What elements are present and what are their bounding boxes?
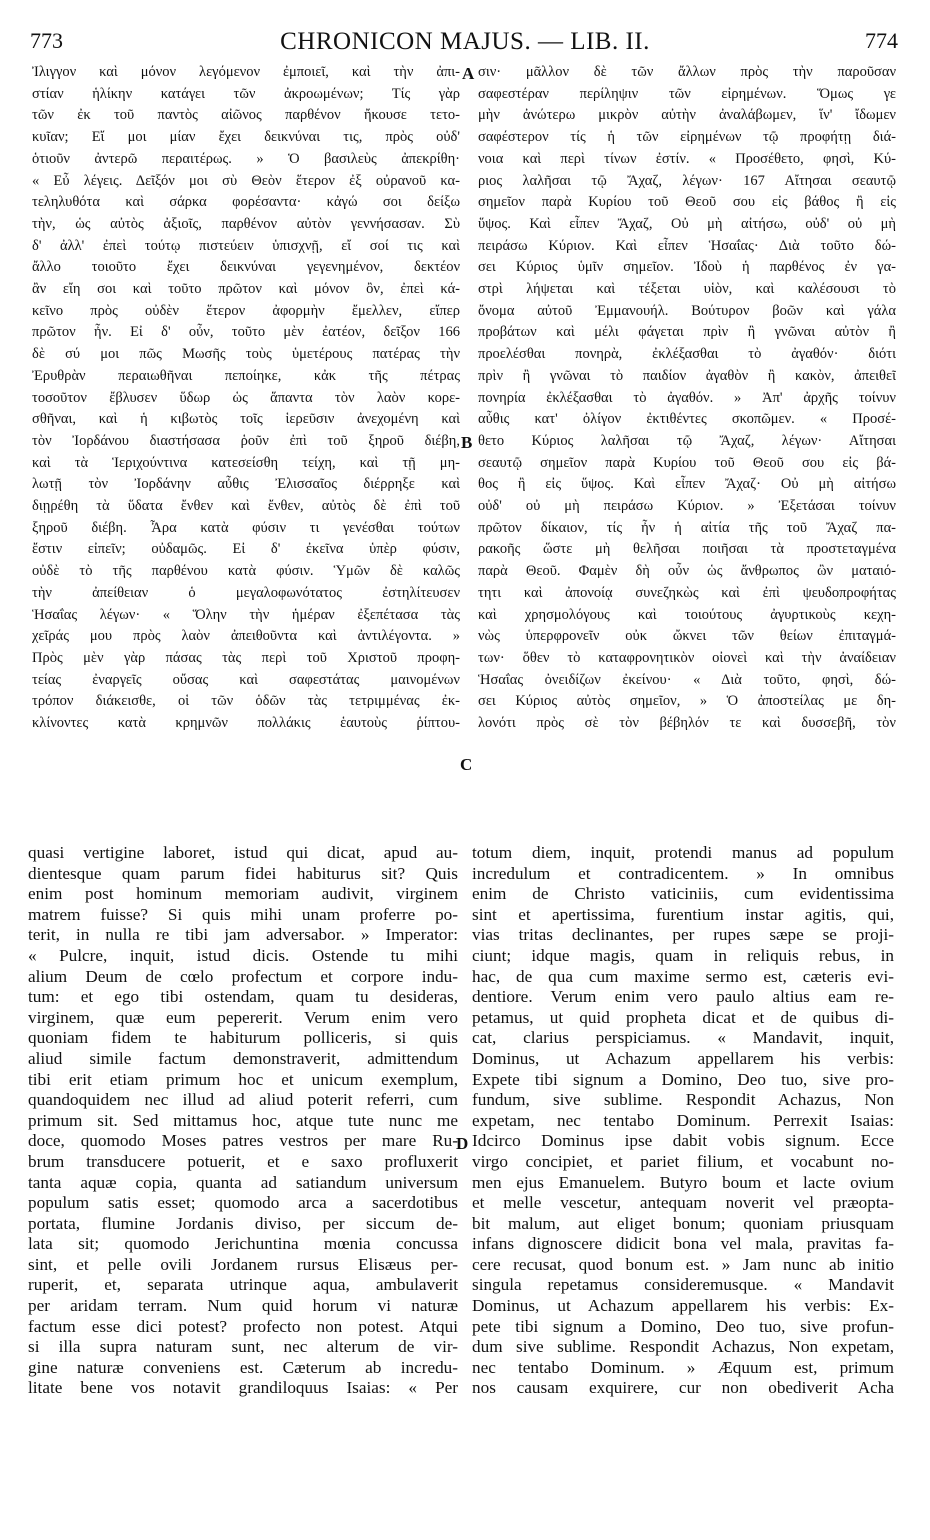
text-line: fundum, sive sublime. Respondit Achazus, Non	[472, 1090, 894, 1110]
text-line: sint, et pelle ovili Jordanem rursus Elisæus per-	[28, 1254, 458, 1274]
greek-column-left	[32, 62, 460, 735]
text-line: σαφέστερον τίς ἡ τῶν εἰρημένων τῷ προφήτῃ διά-	[478, 129, 896, 146]
text-line: ρακοῆς ὥστε μὴ θελῆσαι ποιῆσαι τὰ προστεταγμένα	[478, 541, 896, 558]
text-line: καὶ τὰ Ἱεριχούντινα κατεσείσθη τείχη, καὶ τῇ μη-	[32, 454, 460, 471]
text-line: αὖθις κατ' ὀλίγον ἐκτιθέντες σκοπῶμεν. « Προσέ-	[478, 411, 896, 428]
text-line: matrem fuisse? Si quis mihi unam proferre po-	[28, 904, 458, 924]
text-line: si illa supra naturam sunt, nec alterum de vir-	[28, 1337, 458, 1357]
text-line: σει Κύριος ὑμῖν σημεῖον. Ἰδοὺ ἡ παρθένος ἐν γα-	[478, 259, 896, 276]
text-line: Ἐρυθρὰν περαιωθῆναι πεποίηκε, κἀκ τῆς πέτρας	[32, 367, 460, 384]
text-line: dentiore. Verum enim vero paulo altius eam re-	[472, 987, 894, 1007]
text-line: quasi vertigine laboret, istud qui dicat, apud au-	[28, 843, 458, 862]
text-line: κυῖαν; Εἴ μοι μίαν ἔχει δεικνύναι τις, πρὸς οὐδ'	[32, 129, 460, 146]
text-line: tibi erit etiam primum hoc et unicum exemplum,	[28, 1069, 458, 1089]
text-line: aliud simile factum demonstraverit, admittendum	[28, 1048, 458, 1068]
text-line: ξηροῦ διέβη. Ἆρα κατὰ φύσιν τι γενέσθαι τούτων	[32, 519, 460, 536]
text-line: petamus, ut quid propheta dicat et de quibus di-	[472, 1007, 894, 1027]
text-line: gine naturæ conveniens est. Cæterum ab incredu-	[28, 1357, 458, 1377]
text-line: expetam, nec tentabo Dominum. Perrexit Isaias:	[472, 1110, 894, 1130]
text-line: νὼς ὑπερφρονεῖν οὐκ ὤκνει τῶν θείων ἐπιταγμά-	[478, 628, 896, 645]
text-line: hac, de qua cum maxime sermo est, cæteris evi-	[472, 966, 894, 986]
text-line: nos causam exquirere, cur non obediverit Acha	[472, 1378, 894, 1398]
text-line: dientesque quam parum fidei habiturus sit? Quis	[28, 863, 458, 883]
text-line: τρόπον διάκεισθε, οἱ τῶν ὁδῶν τὰς τετριμμένας ἐκ-	[32, 693, 460, 710]
text-line: παρὰ Θεοῦ. Φαμὲν δὴ οὖν ὡς ἄνθρωπος ὢν ματαιό-	[478, 563, 896, 580]
text-line: Dominus, ut Achazum appellarem his verbis: Ex-	[472, 1296, 894, 1316]
text-line: νοια καὶ περὶ τίνων ἐστίν. « Προσέθετο, φησὶ, Κύ-	[478, 150, 896, 167]
text-line: quoniam fidem te habiturum polliceris, si quis	[28, 1028, 458, 1048]
text-line: ruperit, et, separata utrinque aqua, ambulaverit	[28, 1275, 458, 1295]
text-line: virginem, quæ eum pepererit. Verum enim vero	[28, 1007, 458, 1027]
latin-column-right	[472, 843, 894, 1399]
text-line: θετο Κύριος λαλῆσαι τῷ Ἄχαζ, λέγων· Αἴτησαι	[478, 432, 896, 449]
text-line: σεαυτῷ σημεῖον παρὰ Κυρίου τοῦ Θεοῦ σου εἰς βά-	[478, 454, 896, 471]
greek-column-right	[478, 62, 896, 735]
text-line: Dominus, ut Achazum appellarem his verbis:	[472, 1048, 894, 1068]
text-line: δ' ἀλλ' ἐπεὶ τούτῳ πιστεύειν ὑπισχνῇ, εἴ σοί τις καὶ	[32, 237, 460, 254]
text-line: ὄνομα αὐτοῦ Ἐμμανουήλ. Βούτυρον βοῶν καὶ γάλα	[478, 302, 896, 319]
text-line: τὸν Ἰορδάνου διαστήσασα ῥοῦν ἐπὶ τοῦ ξηροῦ διέβη,	[32, 432, 460, 449]
text-line: Ἡσαΐας λέγων· « Ὅλην τὴν ἡμέραν ἐξεπέτασα τὰς	[32, 606, 460, 623]
text-line: τητι καὶ ἀπονοίᾳ συνεζηκὼς καὶ ἐπὶ ψευδοπροφήτας	[478, 584, 896, 601]
text-line: tanta aquæ copia, quanta ad satiandum universum	[28, 1172, 458, 1192]
text-line: portata, flumine Jordanis diviso, per siccum de-	[28, 1213, 458, 1233]
text-line: factum esse dici potest? profecto non potest. Atqui	[28, 1316, 458, 1336]
margin-marker-a: A	[462, 64, 475, 83]
text-line: Expete tibi signum a Domino, Deo tuo, sive pro-	[472, 1069, 894, 1089]
text-line: per aridam terram. Num quid horum vi naturæ	[28, 1296, 458, 1316]
text-line: οὐδὲ τὸ τῆς παρθένου κατὰ φύσιν. Ὑμῶν δὲ καλῶς	[32, 563, 460, 580]
text-line: σει Κύριος αὐτὸς σημεῖον, » Ὁ ἀποστείλας με δη-	[478, 693, 896, 710]
text-line: δὲ σύ μοι πῶς Μωσῆς τοὺς ὑμετέρους πατέρας τὴν	[32, 346, 460, 363]
text-line: τοσοῦτον ἔβλυσεν ὕδωρ ὡς ἅπαντα τὸν λαὸν κορε-	[32, 389, 460, 406]
text-line: ciunt; idque magis, quam in reliquis rebus, in	[472, 945, 894, 965]
text-line: τὴν, ὡς αὐτὸς ἀξιοῖς, παρθένον αὐτὸν γεννήσασαν. Σὺ	[32, 215, 460, 232]
text-line: brum transducere potuerit, et e saxo profluxerit	[28, 1151, 458, 1171]
text-line: Ἡσαΐας ὀνειδίζων ἐκείνου· « Διὰ τοῦτο, φησὶ, δώ-	[478, 671, 896, 688]
text-line: μὴν ἀνώτερω μικρὸν αὐτὴν ἀναλάβωμεν, ἵν' ἴδωμεν	[478, 107, 896, 124]
text-line: enim post hominum memoriam audivit, virginem	[28, 884, 458, 904]
text-line: τὴν ἀπείθειαν ὁ μεγαλοφωνότατος ἐστηλίτευσεν	[32, 584, 460, 601]
text-line: primum sit. Sed mittamus hoc, atque tute nunc me	[28, 1110, 458, 1130]
text-line: πρῶτον δίκαιον, τίς ἦν ἡ αἰτία τῆς τοῦ Ἄχαζ πα-	[478, 519, 896, 536]
text-line: σθῆναι, καὶ ἡ κιβωτὸς τοῖς ἱερεῦσιν ἀνεχομένη καὶ	[32, 411, 460, 428]
text-line: ὕψος. Καὶ εἶπεν Ἄχαζ, Οὐ μὴ αἰτήσω, οὐδ' οὐ μὴ	[478, 215, 896, 232]
text-line: θος ἢ εἰς ὕψος. Καὶ εἶπεν Ἄχαζ· Οὐ μὴ αἰτήσω	[478, 476, 896, 493]
text-line: των· ὅθεν τὸ καταφρονητικὸν οἰονεὶ καὶ τὴν ἀναίδειαν	[478, 649, 896, 666]
text-line: « Pulcre, inquit, istud dicis. Ostende tu mihi	[28, 945, 458, 965]
text-line: σαφεστέραν περίληψιν τῶν εἰρημένων. Ὅμως γε	[478, 85, 896, 102]
text-line: men ejus Emanuelem. Butyro boum et lacte ovium	[472, 1172, 894, 1192]
text-line: alium Deum de cœlo profectum et corpore indu-	[28, 966, 458, 986]
text-line: Ἰλιγγον καὶ μόνον λεγόμενον ἐμποιεῖ, καὶ τὴν ἀπι-	[32, 64, 460, 80]
text-line: πονηρία ἐκλέξασθαι τὸ ἀγαθόν. » Ἀπ' ἀρχῆς τοίνυν	[478, 389, 896, 406]
text-line: « Εὖ λέγεις. Δεῖξόν μοι σὺ Θεὸν ἕτερον ἐξ οὐρανοῦ κα-	[32, 172, 460, 189]
text-line: terit, in nulla re tibi jam adversabor. » Imperator:	[28, 925, 458, 945]
text-line: προβάτων καὶ μέλι φάγεται πρὶν ἢ γνῶναι αὐτὸν ἢ	[478, 324, 896, 341]
text-line: enim de Christo vaticiniis, cum evidentissima	[472, 884, 894, 904]
text-line: totum diem, inquit, protendi manus ad populum	[472, 843, 894, 862]
text-line: καὶ χρησμολόγους καὶ τοιούτους ἀγυρτικοὺς κεχη-	[478, 606, 896, 623]
text-line: singula repetamus consideremusque. « Mandavit	[472, 1275, 894, 1295]
page-number-right: 774	[865, 28, 898, 53]
text-line: doce, quomodo Moses patres vestros per mare Ru-	[28, 1131, 458, 1151]
text-line: πειράσω Κύριον. Καὶ εἶπεν Ἡσαΐας· Διὰ τοῦτο δώ-	[478, 237, 896, 254]
text-line: πρῶτον ἦν. Εἰ δ' οὖν, τοῦτο μὲν ἐατέον, δεῖξον 166	[32, 324, 460, 341]
text-line: vias tritas declinantes, per rupes sæpe se proji-	[472, 925, 894, 945]
margin-marker-d: D	[456, 1134, 469, 1153]
text-line: στίαν ἡλίκην κατάγει τῶν ἀκροωμένων; Τίς γὰρ	[32, 85, 460, 102]
text-line: ἔστιν εἰπεῖν; οὐδαμῶς. Εἰ δ' ἐκεῖνα ὑπὲρ φύσιν,	[32, 541, 460, 558]
text-line: στρὶ λήψεται καὶ τέξεται υἱὸν, καὶ καλέσουσι τὸ	[478, 281, 896, 298]
text-line: cere recusat, quod bonum est. » Jam nunc ab initio	[472, 1254, 894, 1274]
text-line: virgo concipiet, et pariet filium, et vocabunt no-	[472, 1151, 894, 1171]
text-line: Idcirco Dominus ipse dabit vobis signum. Ecce	[472, 1131, 894, 1151]
text-line: bit malum, aut eliget bonum; quoniam priusquam	[472, 1213, 894, 1233]
text-line: pete tibi signum a Domino, Deo tuo, sive profun-	[472, 1316, 894, 1336]
text-line: quandoquidem nec illud ad aliud poterit referri, cum	[28, 1090, 458, 1110]
text-line: lata sit; quomodo Jerichuntina mœnia concussa	[28, 1234, 458, 1254]
text-line: λονότι πρὸς σὲ τὸν βέβηλόν τε καὶ δυσσεβῆ, τὸν	[478, 715, 896, 732]
text-line: κεῖνο πρὸς οὐδὲν ἕτερον ἀφορμὴν ἔμελλεν, εἴπερ	[32, 302, 460, 319]
text-line: et melle vescetur, antequam noverit vel præopta-	[472, 1193, 894, 1213]
text-line: οὐδ' οὐ μὴ πειράσω Κύριον. » Ἐξετάσαι τοίνυν	[478, 498, 896, 515]
page-number-left: 773	[30, 28, 63, 53]
text-line: διῃρέθη τὰ ὕδατα ἔνθεν καὶ ἔνθεν, αὐτὸς δὲ ἐπὶ τοῦ	[32, 498, 460, 515]
text-line: dum sive sublime. Respondit Achazus, Non expetam,	[472, 1337, 894, 1357]
text-line: τῶν ἐκ τοῦ παντὸς αἰῶνος παρθένον ἤκουσε τετο-	[32, 107, 460, 124]
text-line: προελέσθαι πονηρὰ, ἐκλέξασθαι τὸ ἀγαθόν· διότι	[478, 346, 896, 363]
text-line: ἂν εἴη σοι καὶ τοῦτο πρῶτον καὶ μόνον ὂν, ἐπεὶ κά-	[32, 281, 460, 298]
text-line: σημεῖον παρὰ Κυρίου τοῦ Θεοῦ σου εἰς βάθος ἢ εἰς	[478, 194, 896, 211]
running-header	[0, 28, 930, 62]
text-line: tum: et ego tibi ostendam, quam tu desideras,	[28, 987, 458, 1007]
latin-column-left	[28, 843, 458, 1399]
margin-marker-c: C	[460, 755, 473, 774]
text-line: πρὶν ἢ γνῶναι τὸ παιδίον ἀγαθὸν ἢ κακὸν, ἀπειθεῖ	[478, 367, 896, 384]
column-separator	[22, 830, 908, 831]
text-line: populum satis esset; quomodo arca a sacerdotibus	[28, 1193, 458, 1213]
text-line: incredulum et contradicentem. » In omnibus	[472, 863, 894, 883]
text-line: sint et apertissima, furentium instar agitis, qui,	[472, 904, 894, 924]
text-line: nec tentabo Dominum. » Æquum est, primum	[472, 1357, 894, 1377]
text-line: Πρὸς μὲν γὰρ πάσας τὰς περὶ τοῦ Χριστοῦ προφη-	[32, 649, 460, 666]
running-title: CHRONICON MAJUS. — LIB. II.	[280, 28, 650, 55]
text-line: τεληλυθότα καὶ σάρκα φορέσαντα· κἀγώ σοι δείξω	[32, 194, 460, 211]
text-line: ἄλλο τοιοῦτο ἔχει δεικνύναι γεγενημένον, δεκτέον	[32, 259, 460, 276]
text-line: cat, clarius perspiciamus. « Mandavit, inquit,	[472, 1028, 894, 1048]
text-line: κλίνοντες κατὰ κρημνῶν πολλάκις ἑαυτοὺς ῥίπτου-	[32, 715, 460, 732]
text-line: χεῖράς μου πρὸς λαὸν ἀπειθοῦντα καὶ ἀντιλέγοντα. »	[32, 628, 460, 645]
text-line: infans dignoscere didicit bona vel mala, pravitas fa-	[472, 1234, 894, 1254]
text-line: litate bene vos notavit grandiloquus Isaias: « Per	[28, 1378, 458, 1398]
text-line: λωτῇ τὸν Ἰορδάνην αὖθις Ἐλισσαῖος διέρρηξε καὶ	[32, 476, 460, 493]
text-line: ριος λαλῆσαι τῷ Ἄχαζ, λέγων· 167 Αἴτησαι σεαυτῷ	[478, 172, 896, 189]
margin-marker-b: B	[461, 433, 473, 452]
text-line: τείας ἐναργεῖς οὔσας καὶ σαφεστάτας μαινομένων	[32, 671, 460, 688]
text-line: ὁτιοῦν ἀντερῶ περαιτέρως. » Ὁ βασιλεὺς ἀπεκρίθη·	[32, 150, 460, 167]
text-line: σιν· μᾶλλον δὲ τῶν ἄλλων πρὸς τὴν παροῦσαν	[478, 64, 896, 80]
